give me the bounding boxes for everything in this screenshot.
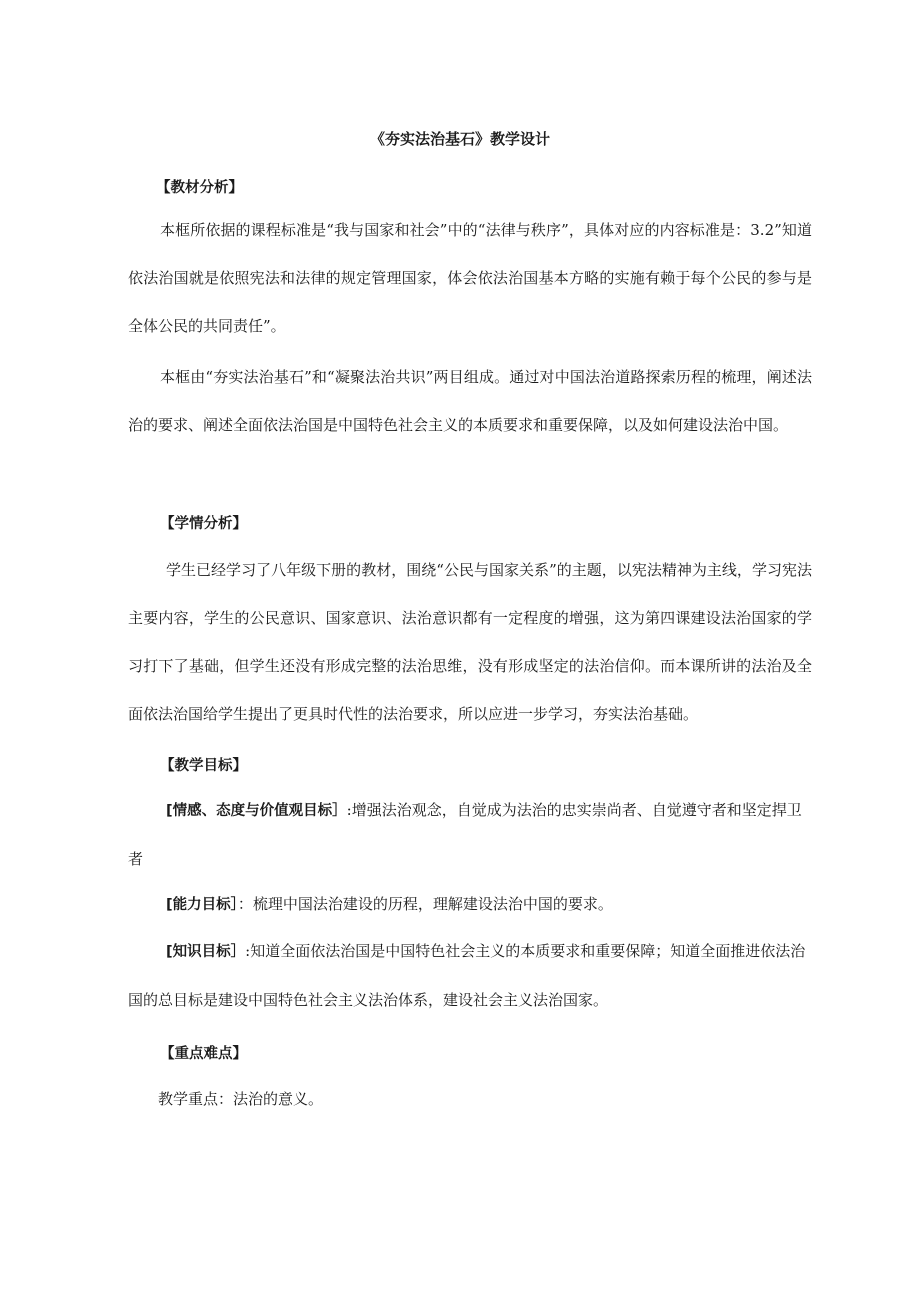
goal-emotion-text: :增强法治观念，自觉成为法治的忠实崇尚者、自觉遵守者和坚定捍卫者 xyxy=(128,801,802,868)
student-analysis-paragraph: 学生已经学习了八年级下册的教材，围绕“公民与国家关系”的主题，以宪法精神为主线，学习宪法主要内容，学生的公民意识、国家意识、法治意识都有一定程度的增强，这为第四课建设法治国家的学习打下了基础，但学生还没有形成完整的法治思维，没有形成坚定的法治信仰。而本课所讲的法治及全面依法治国给学生提出了更具时代性的法治要求，所以应进一步学习，夯实法治基础。 xyxy=(128,561,812,723)
heading-student-analysis: 【学情分析】 xyxy=(160,516,247,532)
material-analysis-paragraph-2: 本框由“夯实法治基石”和“凝聚法治共识”两目组成。通过对中国法治道路探索历程的梳理，阐述法治的要求、阐述全面依法治国是中国特色社会主义的本质要求和重要保障，以及如何建设法治中国。 xyxy=(128,368,812,434)
document-title: 《夯实法治基石》教学设计 xyxy=(369,130,550,148)
goal-knowledge xyxy=(128,927,812,1024)
goal-knowledge-label: [知识目标］ xyxy=(166,944,246,960)
material-analysis-paragraph-1: 本框所依据的课程标准是“我与国家和社会”中的“法律与秩序”，具体对应的内容标准是：3.2”知道依法治国就是依照宪法和法律的规定管理国家，体会依法治国基本方略的实施有赖于每个公民的参与是全体公民的共同责任”。 xyxy=(128,221,812,335)
heading-key-points: 【重点难点】 xyxy=(160,1046,247,1062)
heading-teaching-goals: 【教学目标】 xyxy=(160,758,247,774)
heading-material-analysis: 【教材分析】 xyxy=(156,180,243,196)
goal-emotion xyxy=(128,786,812,883)
goal-ability xyxy=(128,880,812,929)
goal-emotion-label: [情感、态度与价值观目标］ xyxy=(166,803,347,819)
goal-ability-label: [能力目标］ xyxy=(166,897,238,913)
goal-knowledge-text: :知道全面依法治国是中国特色社会主义的本质要求和重要保障；知道全面推进依法治国的总目标是建设中国特色社会主义法治体系，建设社会主义法治国家。 xyxy=(128,942,806,1009)
key-point-text: 教学重点：法治的意义。 xyxy=(158,1090,324,1108)
goal-ability-text: ：梳理中国法治建设的历程，理解建设法治中国的要求。 xyxy=(237,895,613,913)
